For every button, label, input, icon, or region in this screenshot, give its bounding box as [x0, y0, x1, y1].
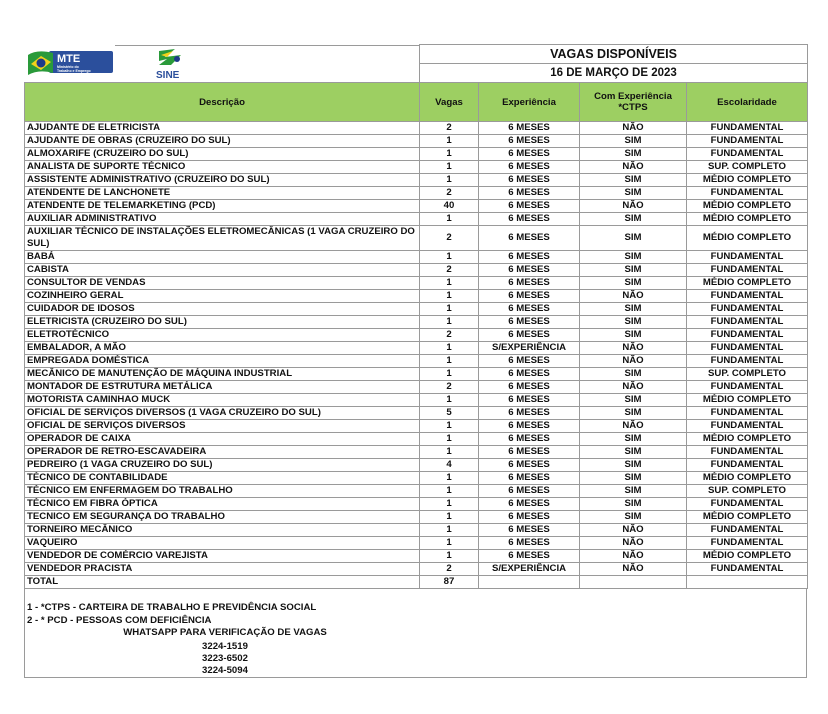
cell-descricao: MONTADOR DE ESTRUTURA METÁLICA	[25, 381, 420, 394]
cell-descricao: AUXILIAR ADMINISTRATIVO	[25, 213, 420, 226]
cell-descricao: ELETROTÉCNICO	[25, 329, 420, 342]
svg-text:Trabalho e Emprego: Trabalho e Emprego	[56, 68, 91, 73]
cell-experiencia: 6 MESES	[479, 472, 580, 485]
table-row	[25, 187, 808, 200]
col-descricao: Descrição	[25, 83, 420, 122]
cell-experiencia: 6 MESES	[479, 187, 580, 200]
cell-escolaridade: MÉDIO COMPLETO	[687, 511, 808, 524]
sine-logo-icon	[153, 47, 189, 81]
cell-experiencia: 6 MESES	[479, 511, 580, 524]
cell-escolaridade: FUNDAMENTAL	[687, 342, 808, 355]
cell-ctps: NÃO	[580, 342, 687, 355]
logos-cell	[25, 45, 420, 83]
cell-escolaridade: FUNDAMENTAL	[687, 148, 808, 161]
cell-descricao: CABISTA	[25, 264, 420, 277]
cell-ctps: SIM	[580, 316, 687, 329]
table-row	[25, 433, 808, 446]
cell-ctps: SIM	[580, 251, 687, 264]
cell-experiencia: 6 MESES	[479, 355, 580, 368]
table-row	[25, 563, 808, 576]
cell-experiencia: 6 MESES	[479, 485, 580, 498]
note-pcd: 2 - * PCD - PESSOAS COM DEFICIÊNCIA	[27, 615, 212, 626]
cell-escolaridade: FUNDAMENTAL	[687, 407, 808, 420]
cell-ctps: SIM	[580, 407, 687, 420]
cell-experiencia: 6 MESES	[479, 135, 580, 148]
cell-experiencia: 6 MESES	[479, 524, 580, 537]
cell-descricao: AUXILIAR TÉCNICO DE INSTALAÇÕES ELETROMECÂNICAS (1 VAGA CRUZEIRO DO SUL)	[25, 226, 420, 251]
cell-vagas: 1	[420, 290, 479, 303]
cell-escolaridade: FUNDAMENTAL	[687, 420, 808, 433]
cell-ctps: SIM	[580, 394, 687, 407]
table-row	[25, 524, 808, 537]
cell-experiencia: 6 MESES	[479, 148, 580, 161]
table-row	[25, 200, 808, 213]
mte-logo-icon	[27, 49, 115, 75]
total-vagas: 87	[420, 576, 479, 589]
cell-descricao: EMBALADOR, A MÃO	[25, 342, 420, 355]
svg-text:MTE: MTE	[56, 52, 80, 65]
cell-descricao: CONSULTOR DE VENDAS	[25, 277, 420, 290]
col-vagas: Vagas	[420, 83, 479, 122]
cell-vagas: 2	[420, 187, 479, 200]
table-row	[25, 277, 808, 290]
cell-descricao: OPERADOR DE CAIXA	[25, 433, 420, 446]
cell-vagas: 1	[420, 342, 479, 355]
cell-escolaridade: MÉDIO COMPLETO	[687, 472, 808, 485]
cell-vagas: 1	[420, 446, 479, 459]
cell-vagas: 1	[420, 537, 479, 550]
table-row	[25, 407, 808, 420]
cell-experiencia: 6 MESES	[479, 290, 580, 303]
cell-experiencia: 6 MESES	[479, 420, 580, 433]
table-row	[25, 368, 808, 381]
cell-ctps: SIM	[580, 187, 687, 200]
cell-vagas: 5	[420, 407, 479, 420]
vacancy-table	[24, 44, 808, 589]
cell-ctps: NÃO	[580, 381, 687, 394]
cell-experiencia: 6 MESES	[479, 537, 580, 550]
cell-vagas: 1	[420, 550, 479, 563]
cell-experiencia: 6 MESES	[479, 161, 580, 174]
cell-vagas: 1	[420, 433, 479, 446]
cell-descricao: VENDEDOR DE COMÉRCIO VAREJISTA	[25, 550, 420, 563]
cell-ctps: NÃO	[580, 355, 687, 368]
cell-experiencia: 6 MESES	[479, 303, 580, 316]
cell-escolaridade: FUNDAMENTAL	[687, 524, 808, 537]
cell-escolaridade: FUNDAMENTAL	[687, 135, 808, 148]
cell-vagas: 2	[420, 122, 479, 135]
cell-descricao: OFICIAL DE SERVIÇOS DIVERSOS (1 VAGA CRUZEIRO DO SUL)	[25, 407, 420, 420]
cell-descricao: TÉCNICO EM FIBRA ÓPTICA	[25, 498, 420, 511]
cell-descricao: OPERADOR DE RETRO-ESCAVADEIRA	[25, 446, 420, 459]
cell-vagas: 1	[420, 368, 479, 381]
cell-ctps: SIM	[580, 368, 687, 381]
table-row	[25, 135, 808, 148]
page-title: VAGAS DISPONÍVEIS	[420, 45, 808, 64]
cell-vagas: 4	[420, 459, 479, 472]
table-row	[25, 122, 808, 135]
cell-escolaridade: FUNDAMENTAL	[687, 187, 808, 200]
cell-ctps: SIM	[580, 277, 687, 290]
col-experiencia: Experiência	[479, 83, 580, 122]
phone-3: 3224-5094	[202, 665, 248, 676]
cell-ctps: SIM	[580, 446, 687, 459]
cell-ctps: SIM	[580, 459, 687, 472]
cell-escolaridade: FUNDAMENTAL	[687, 290, 808, 303]
cell-experiencia: S/EXPERIÊNCIA	[479, 342, 580, 355]
cell-vagas: 2	[420, 226, 479, 251]
whatsapp-title: WHATSAPP PARA VERIFICAÇÃO DE VAGAS	[123, 627, 327, 638]
cell-ctps: NÃO	[580, 563, 687, 576]
cell-experiencia: 6 MESES	[479, 446, 580, 459]
cell-ctps: SIM	[580, 485, 687, 498]
cell-experiencia: 6 MESES	[479, 381, 580, 394]
cell-experiencia: 6 MESES	[479, 174, 580, 187]
cell-experiencia: 6 MESES	[479, 459, 580, 472]
cell-ctps: NÃO	[580, 200, 687, 213]
table-row	[25, 381, 808, 394]
cell-escolaridade: FUNDAMENTAL	[687, 355, 808, 368]
cell-ctps: NÃO	[580, 524, 687, 537]
table-row	[25, 290, 808, 303]
cell-experiencia: 6 MESES	[479, 200, 580, 213]
cell-ctps: SIM	[580, 148, 687, 161]
cell-escolaridade: FUNDAMENTAL	[687, 316, 808, 329]
cell-escolaridade: FUNDAMENTAL	[687, 251, 808, 264]
cell-ctps: NÃO	[580, 122, 687, 135]
notes-box	[24, 589, 807, 678]
cell-descricao: ANALISTA DE SUPORTE TÉCNICO	[25, 161, 420, 174]
cell-vagas: 2	[420, 264, 479, 277]
table-row	[25, 264, 808, 277]
cell-escolaridade: SUP. COMPLETO	[687, 368, 808, 381]
note-ctps: 1 - *CTPS - CARTEIRA DE TRABALHO E PREVIDÊNCIA SOCIAL	[27, 602, 317, 613]
cell-descricao: MECÂNICO DE MANUTENÇÃO DE MÁQUINA INDUSTRIAL	[25, 368, 420, 381]
phone-1: 3224-1519	[202, 641, 248, 652]
table-row	[25, 446, 808, 459]
cell-ctps: NÃO	[580, 537, 687, 550]
table-row	[25, 316, 808, 329]
cell-experiencia: 6 MESES	[479, 407, 580, 420]
table-row	[25, 174, 808, 187]
cell-vagas: 40	[420, 200, 479, 213]
cell-vagas: 1	[420, 148, 479, 161]
cell-escolaridade: FUNDAMENTAL	[687, 459, 808, 472]
cell-experiencia: 6 MESES	[479, 264, 580, 277]
cell-descricao: TECNICO EM SEGURANÇA DO TRABALHO	[25, 511, 420, 524]
cell-experiencia: 6 MESES	[479, 226, 580, 251]
cell-vagas: 1	[420, 277, 479, 290]
cell-escolaridade: FUNDAMENTAL	[687, 329, 808, 342]
table-row	[25, 213, 808, 226]
table-row	[25, 226, 808, 251]
cell-escolaridade: MÉDIO COMPLETO	[687, 213, 808, 226]
cell-ctps: SIM	[580, 472, 687, 485]
table-row	[25, 537, 808, 550]
total-label: TOTAL	[25, 576, 420, 589]
cell-vagas: 2	[420, 329, 479, 342]
cell-ctps: SIM	[580, 174, 687, 187]
cell-escolaridade: FUNDAMENTAL	[687, 264, 808, 277]
cell-escolaridade: MÉDIO COMPLETO	[687, 226, 808, 251]
cell-vagas: 1	[420, 394, 479, 407]
table-row	[25, 498, 808, 511]
cell-descricao: ASSISTENTE ADMINISTRATIVO (CRUZEIRO DO SUL)	[25, 174, 420, 187]
vacancy-sheet	[24, 44, 807, 678]
cell-escolaridade: MÉDIO COMPLETO	[687, 550, 808, 563]
cell-vagas: 1	[420, 213, 479, 226]
cell-descricao: ATENDENTE DE TELEMARKETING (PCD)	[25, 200, 420, 213]
cell-escolaridade: MÉDIO COMPLETO	[687, 200, 808, 213]
cell-vagas: 1	[420, 303, 479, 316]
cell-experiencia: 6 MESES	[479, 329, 580, 342]
empty-cell	[479, 576, 580, 589]
cell-descricao: TORNEIRO MECÂNICO	[25, 524, 420, 537]
cell-escolaridade: MÉDIO COMPLETO	[687, 394, 808, 407]
cell-descricao: AJUDANTE DE OBRAS (CRUZEIRO DO SUL)	[25, 135, 420, 148]
cell-experiencia: 6 MESES	[479, 213, 580, 226]
cell-experiencia: 6 MESES	[479, 316, 580, 329]
total-row	[25, 576, 808, 589]
table-row	[25, 329, 808, 342]
cell-vagas: 2	[420, 381, 479, 394]
cell-vagas: 1	[420, 485, 479, 498]
cell-descricao: ALMOXARIFE (CRUZEIRO DO SUL)	[25, 148, 420, 161]
cell-ctps: SIM	[580, 329, 687, 342]
cell-experiencia: 6 MESES	[479, 122, 580, 135]
cell-escolaridade: MÉDIO COMPLETO	[687, 277, 808, 290]
table-row	[25, 394, 808, 407]
table-row	[25, 485, 808, 498]
table-row	[25, 251, 808, 264]
date-label: 16 DE MARÇO DE 2023	[420, 64, 808, 83]
cell-descricao: CUIDADOR DE IDOSOS	[25, 303, 420, 316]
cell-ctps: SIM	[580, 498, 687, 511]
svg-text:SINE: SINE	[155, 69, 179, 81]
cell-escolaridade: FUNDAMENTAL	[687, 498, 808, 511]
cell-vagas: 1	[420, 355, 479, 368]
cell-ctps: NÃO	[580, 550, 687, 563]
cell-ctps: SIM	[580, 264, 687, 277]
cell-ctps: SIM	[580, 511, 687, 524]
cell-experiencia: 6 MESES	[479, 498, 580, 511]
cell-escolaridade: FUNDAMENTAL	[687, 537, 808, 550]
cell-descricao: BABÁ	[25, 251, 420, 264]
phone-2: 3223-6502	[202, 653, 248, 664]
cell-descricao: TÉCNICO DE CONTABILIDADE	[25, 472, 420, 485]
svg-text:Ministério do: Ministério do	[56, 64, 79, 69]
cell-descricao: VENDEDOR PRACISTA	[25, 563, 420, 576]
cell-descricao: ATENDENTE DE LANCHONETE	[25, 187, 420, 200]
cell-descricao: MOTORISTA CAMINHAO MUCK	[25, 394, 420, 407]
cell-ctps: NÃO	[580, 290, 687, 303]
table-header	[25, 83, 808, 122]
table-row	[25, 303, 808, 316]
table-row	[25, 161, 808, 174]
cell-descricao: EMPREGADA DOMÉSTICA	[25, 355, 420, 368]
cell-escolaridade: FUNDAMENTAL	[687, 381, 808, 394]
cell-ctps: NÃO	[580, 161, 687, 174]
table-row	[25, 420, 808, 433]
cell-ctps: SIM	[580, 226, 687, 251]
cell-vagas: 1	[420, 498, 479, 511]
cell-escolaridade: FUNDAMENTAL	[687, 446, 808, 459]
cell-escolaridade: FUNDAMENTAL	[687, 303, 808, 316]
table-row	[25, 472, 808, 485]
col-escolaridade: Escolaridade	[687, 83, 808, 122]
cell-escolaridade: MÉDIO COMPLETO	[687, 174, 808, 187]
cell-experiencia: 6 MESES	[479, 394, 580, 407]
cell-experiencia: 6 MESES	[479, 550, 580, 563]
cell-descricao: AJUDANTE DE ELETRICISTA	[25, 122, 420, 135]
cell-escolaridade: FUNDAMENTAL	[687, 122, 808, 135]
cell-vagas: 2	[420, 563, 479, 576]
cell-vagas: 1	[420, 472, 479, 485]
table-row	[25, 511, 808, 524]
cell-escolaridade: SUP. COMPLETO	[687, 161, 808, 174]
cell-descricao: VAQUEIRO	[25, 537, 420, 550]
col-ctps: Com Experiência *CTPS	[580, 83, 687, 122]
cell-escolaridade: MÉDIO COMPLETO	[687, 433, 808, 446]
table-row	[25, 355, 808, 368]
cell-vagas: 1	[420, 420, 479, 433]
table-row	[25, 148, 808, 161]
cell-vagas: 1	[420, 174, 479, 187]
cell-experiencia: S/EXPERIÊNCIA	[479, 563, 580, 576]
cell-ctps: SIM	[580, 213, 687, 226]
cell-vagas: 1	[420, 511, 479, 524]
cell-descricao: TÉCNICO EM ENFERMAGEM DO TRABALHO	[25, 485, 420, 498]
cell-experiencia: 6 MESES	[479, 433, 580, 446]
cell-ctps: SIM	[580, 135, 687, 148]
cell-vagas: 1	[420, 316, 479, 329]
cell-vagas: 1	[420, 524, 479, 537]
cell-experiencia: 6 MESES	[479, 251, 580, 264]
cell-vagas: 1	[420, 135, 479, 148]
cell-experiencia: 6 MESES	[479, 277, 580, 290]
cell-ctps: NÃO	[580, 420, 687, 433]
cell-experiencia: 6 MESES	[479, 368, 580, 381]
empty-cell	[580, 576, 687, 589]
table-row	[25, 550, 808, 563]
cell-descricao: OFICIAL DE SERVIÇOS DIVERSOS	[25, 420, 420, 433]
cell-ctps: SIM	[580, 303, 687, 316]
cell-vagas: 1	[420, 251, 479, 264]
cell-descricao: COZINHEIRO GERAL	[25, 290, 420, 303]
cell-vagas: 1	[420, 161, 479, 174]
cell-descricao: ELETRICISTA (CRUZEIRO DO SUL)	[25, 316, 420, 329]
table-row	[25, 342, 808, 355]
empty-cell	[687, 576, 808, 589]
cell-escolaridade: FUNDAMENTAL	[687, 563, 808, 576]
cell-ctps: SIM	[580, 433, 687, 446]
table-row	[25, 459, 808, 472]
cell-escolaridade: SUP. COMPLETO	[687, 485, 808, 498]
cell-descricao: PEDREIRO (1 VAGA CRUZEIRO DO SUL)	[25, 459, 420, 472]
